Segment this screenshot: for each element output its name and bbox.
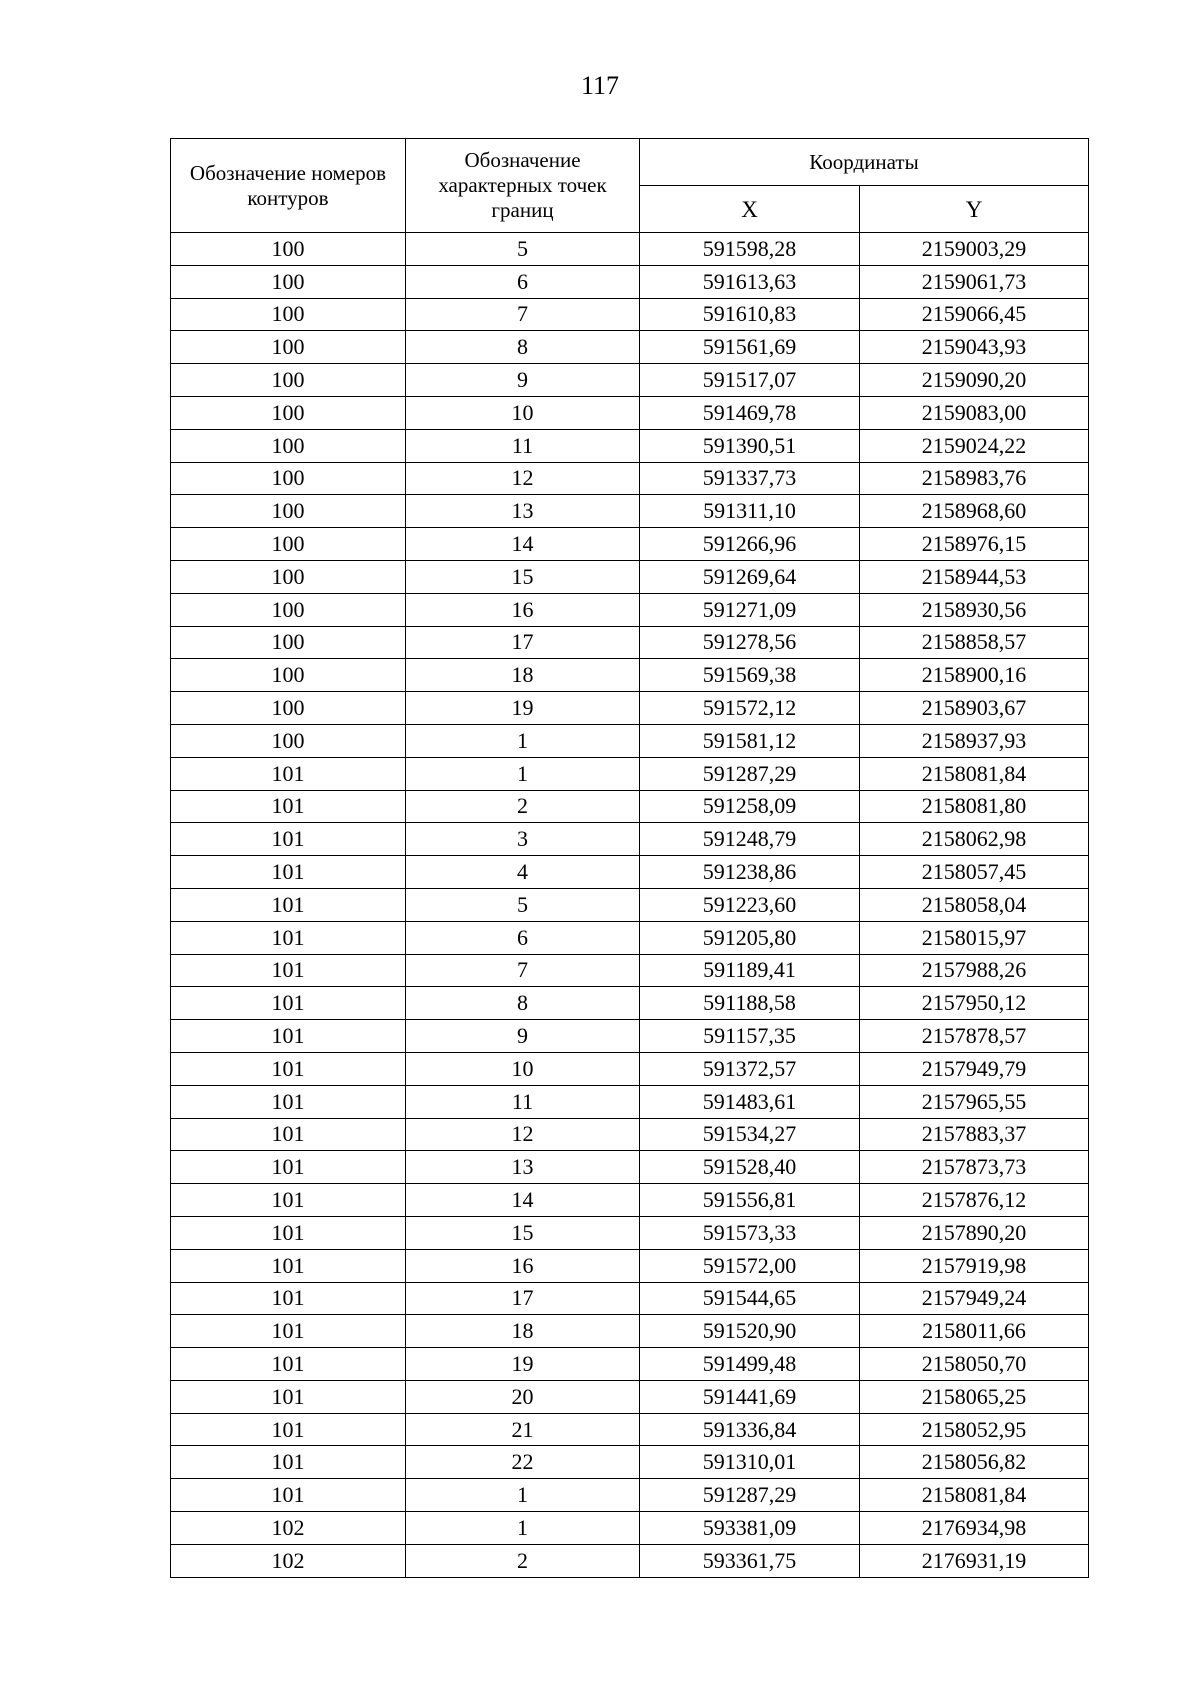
x-coordinate-cell: 591337,73 <box>640 462 860 495</box>
point-number-cell: 4 <box>406 856 640 889</box>
table-row <box>171 790 1089 823</box>
x-coordinate-cell: 591258,09 <box>640 790 860 823</box>
table-row <box>171 757 1089 790</box>
y-coordinate-cell: 2158081,84 <box>860 757 1089 790</box>
point-number-cell: 22 <box>406 1446 640 1479</box>
table-row <box>171 1479 1089 1512</box>
y-coordinate-cell: 2157919,98 <box>860 1249 1089 1282</box>
table-header <box>171 139 1089 233</box>
point-number-cell: 13 <box>406 1151 640 1184</box>
y-coordinate-cell: 2157950,12 <box>860 987 1089 1020</box>
y-coordinate-cell: 2157988,26 <box>860 954 1089 987</box>
table-row <box>171 1380 1089 1413</box>
table-row <box>171 233 1089 266</box>
x-coordinate-cell: 591278,56 <box>640 626 860 659</box>
table-row <box>171 1020 1089 1053</box>
contour-number-cell: 101 <box>171 1446 406 1479</box>
x-coordinate-cell: 591613,63 <box>640 265 860 298</box>
contour-number-cell: 100 <box>171 265 406 298</box>
contour-number-cell: 101 <box>171 1184 406 1217</box>
contour-number-cell: 100 <box>171 396 406 429</box>
point-number-cell: 13 <box>406 495 640 528</box>
x-coordinate-cell: 591561,69 <box>640 331 860 364</box>
point-number-cell: 14 <box>406 1184 640 1217</box>
y-coordinate-cell: 2176934,98 <box>860 1512 1089 1545</box>
point-number-cell: 5 <box>406 233 640 266</box>
y-coordinate-cell: 2159024,22 <box>860 429 1089 462</box>
table-row <box>171 1052 1089 1085</box>
point-number-cell: 10 <box>406 1052 640 1085</box>
point-number-cell: 17 <box>406 626 640 659</box>
y-coordinate-cell: 2159043,93 <box>860 331 1089 364</box>
y-coordinate-cell: 2158065,25 <box>860 1380 1089 1413</box>
point-designation-header: Обозначение характерных точек границ <box>406 139 640 233</box>
contour-number-cell: 100 <box>171 298 406 331</box>
point-number-cell: 11 <box>406 429 640 462</box>
point-number-cell: 8 <box>406 331 640 364</box>
contour-number-cell: 101 <box>171 1052 406 1085</box>
contour-number-cell: 100 <box>171 528 406 561</box>
point-number-cell: 15 <box>406 1216 640 1249</box>
y-coordinate-cell: 2158858,57 <box>860 626 1089 659</box>
table-row <box>171 462 1089 495</box>
x-coordinate-cell: 591483,61 <box>640 1085 860 1118</box>
point-number-cell: 2 <box>406 790 640 823</box>
table-row <box>171 1446 1089 1479</box>
point-number-cell: 7 <box>406 954 640 987</box>
y-header: Y <box>860 186 1089 233</box>
contour-number-cell: 101 <box>171 954 406 987</box>
contour-number-cell: 101 <box>171 1479 406 1512</box>
contour-number-cell: 100 <box>171 724 406 757</box>
y-coordinate-cell: 2157949,24 <box>860 1282 1089 1315</box>
point-number-cell: 7 <box>406 298 640 331</box>
contour-number-cell: 101 <box>171 823 406 856</box>
contour-number-cell: 100 <box>171 593 406 626</box>
x-coordinate-cell: 591157,35 <box>640 1020 860 1053</box>
contour-number-cell: 101 <box>171 1348 406 1381</box>
point-number-cell: 9 <box>406 364 640 397</box>
y-coordinate-cell: 2158930,56 <box>860 593 1089 626</box>
table-row <box>171 1151 1089 1184</box>
contour-number-cell: 101 <box>171 856 406 889</box>
table-row <box>171 1118 1089 1151</box>
x-coordinate-cell: 593381,09 <box>640 1512 860 1545</box>
table-row <box>171 364 1089 397</box>
table-row <box>171 692 1089 725</box>
contour-number-header: Обозначение номеров контуров <box>171 139 406 233</box>
y-coordinate-cell: 2157949,79 <box>860 1052 1089 1085</box>
x-coordinate-cell: 591517,07 <box>640 364 860 397</box>
x-coordinate-cell: 591310,01 <box>640 1446 860 1479</box>
x-coordinate-cell: 591469,78 <box>640 396 860 429</box>
point-number-cell: 21 <box>406 1413 640 1446</box>
y-coordinate-cell: 2158062,98 <box>860 823 1089 856</box>
point-number-cell: 19 <box>406 692 640 725</box>
point-number-cell: 1 <box>406 1479 640 1512</box>
table-row <box>171 331 1089 364</box>
y-coordinate-cell: 2158983,76 <box>860 462 1089 495</box>
x-coordinate-cell: 591189,41 <box>640 954 860 987</box>
table-row <box>171 560 1089 593</box>
coordinates-table <box>170 138 1089 1578</box>
y-coordinate-cell: 2176931,19 <box>860 1544 1089 1577</box>
contour-number-cell: 101 <box>171 987 406 1020</box>
point-number-cell: 20 <box>406 1380 640 1413</box>
table-row <box>171 1282 1089 1315</box>
y-coordinate-cell: 2158011,66 <box>860 1315 1089 1348</box>
table-row <box>171 593 1089 626</box>
y-coordinate-cell: 2158015,97 <box>860 921 1089 954</box>
table-row <box>171 495 1089 528</box>
point-number-cell: 16 <box>406 593 640 626</box>
table-row <box>171 626 1089 659</box>
contour-number-cell: 101 <box>171 1380 406 1413</box>
y-coordinate-cell: 2158052,95 <box>860 1413 1089 1446</box>
table-row <box>171 1544 1089 1577</box>
x-coordinate-cell: 591269,64 <box>640 560 860 593</box>
x-coordinate-cell: 591534,27 <box>640 1118 860 1151</box>
contour-number-cell: 101 <box>171 1315 406 1348</box>
y-coordinate-cell: 2158081,80 <box>860 790 1089 823</box>
x-coordinate-cell: 591544,65 <box>640 1282 860 1315</box>
contour-number-cell: 102 <box>171 1512 406 1545</box>
x-coordinate-cell: 591266,96 <box>640 528 860 561</box>
point-number-cell: 8 <box>406 987 640 1020</box>
x-coordinate-cell: 591499,48 <box>640 1348 860 1381</box>
x-coordinate-cell: 591581,12 <box>640 724 860 757</box>
contour-number-cell: 101 <box>171 1249 406 1282</box>
y-coordinate-cell: 2159090,20 <box>860 364 1089 397</box>
table-row <box>171 429 1089 462</box>
table-row <box>171 1315 1089 1348</box>
y-coordinate-cell: 2159003,29 <box>860 233 1089 266</box>
contour-number-cell: 101 <box>171 921 406 954</box>
contour-number-cell: 101 <box>171 1085 406 1118</box>
y-coordinate-cell: 2158081,84 <box>860 1479 1089 1512</box>
point-number-cell: 11 <box>406 1085 640 1118</box>
table-row <box>171 298 1089 331</box>
point-number-cell: 12 <box>406 1118 640 1151</box>
table-row <box>171 659 1089 692</box>
table-row <box>171 1216 1089 1249</box>
y-coordinate-cell: 2158976,15 <box>860 528 1089 561</box>
table-row <box>171 1413 1089 1446</box>
x-coordinate-cell: 591610,83 <box>640 298 860 331</box>
x-coordinate-cell: 591573,33 <box>640 1216 860 1249</box>
point-number-cell: 6 <box>406 265 640 298</box>
y-coordinate-cell: 2157883,37 <box>860 1118 1089 1151</box>
contour-number-cell: 100 <box>171 560 406 593</box>
table-row <box>171 921 1089 954</box>
table-row <box>171 265 1089 298</box>
y-coordinate-cell: 2158057,45 <box>860 856 1089 889</box>
table-row <box>171 1085 1089 1118</box>
table-row <box>171 1184 1089 1217</box>
contour-number-cell: 101 <box>171 888 406 921</box>
x-header: X <box>640 186 860 233</box>
y-coordinate-cell: 2158944,53 <box>860 560 1089 593</box>
y-coordinate-cell: 2158937,93 <box>860 724 1089 757</box>
contour-number-cell: 100 <box>171 495 406 528</box>
x-coordinate-cell: 591572,00 <box>640 1249 860 1282</box>
table-row <box>171 954 1089 987</box>
contour-number-cell: 101 <box>171 757 406 790</box>
x-coordinate-cell: 591598,28 <box>640 233 860 266</box>
x-coordinate-cell: 591238,86 <box>640 856 860 889</box>
contour-number-cell: 100 <box>171 626 406 659</box>
point-number-cell: 6 <box>406 921 640 954</box>
x-coordinate-cell: 591248,79 <box>640 823 860 856</box>
table-row <box>171 856 1089 889</box>
y-coordinate-cell: 2158903,67 <box>860 692 1089 725</box>
table-row <box>171 1348 1089 1381</box>
table-row <box>171 888 1089 921</box>
contour-number-cell: 100 <box>171 692 406 725</box>
x-coordinate-cell: 591336,84 <box>640 1413 860 1446</box>
point-number-cell: 18 <box>406 1315 640 1348</box>
x-coordinate-cell: 591205,80 <box>640 921 860 954</box>
contour-number-cell: 102 <box>171 1544 406 1577</box>
point-number-cell: 2 <box>406 1544 640 1577</box>
x-coordinate-cell: 591188,58 <box>640 987 860 1020</box>
x-coordinate-cell: 591556,81 <box>640 1184 860 1217</box>
point-number-cell: 1 <box>406 1512 640 1545</box>
point-number-cell: 16 <box>406 1249 640 1282</box>
contour-number-cell: 100 <box>171 462 406 495</box>
table-row <box>171 396 1089 429</box>
x-coordinate-cell: 591572,12 <box>640 692 860 725</box>
contour-number-cell: 100 <box>171 659 406 692</box>
contour-number-cell: 100 <box>171 364 406 397</box>
point-number-cell: 14 <box>406 528 640 561</box>
contour-number-cell: 100 <box>171 429 406 462</box>
point-number-cell: 9 <box>406 1020 640 1053</box>
point-number-cell: 18 <box>406 659 640 692</box>
page-number: 117 <box>580 71 620 100</box>
y-coordinate-cell: 2157876,12 <box>860 1184 1089 1217</box>
point-number-cell: 19 <box>406 1348 640 1381</box>
y-coordinate-cell: 2157878,57 <box>860 1020 1089 1053</box>
contour-number-cell: 101 <box>171 790 406 823</box>
contour-number-cell: 101 <box>171 1216 406 1249</box>
contour-number-cell: 101 <box>171 1020 406 1053</box>
x-coordinate-cell: 591569,38 <box>640 659 860 692</box>
y-coordinate-cell: 2157873,73 <box>860 1151 1089 1184</box>
point-number-cell: 1 <box>406 724 640 757</box>
table-row <box>171 987 1089 1020</box>
point-number-cell: 10 <box>406 396 640 429</box>
x-coordinate-cell: 591311,10 <box>640 495 860 528</box>
point-number-cell: 17 <box>406 1282 640 1315</box>
contour-number-cell: 101 <box>171 1118 406 1151</box>
y-coordinate-cell: 2157890,20 <box>860 1216 1089 1249</box>
table-row <box>171 528 1089 561</box>
x-coordinate-cell: 591520,90 <box>640 1315 860 1348</box>
y-coordinate-cell: 2158058,04 <box>860 888 1089 921</box>
table-row <box>171 823 1089 856</box>
y-coordinate-cell: 2159066,45 <box>860 298 1089 331</box>
contour-number-cell: 100 <box>171 331 406 364</box>
x-coordinate-cell: 591223,60 <box>640 888 860 921</box>
point-number-cell: 1 <box>406 757 640 790</box>
x-coordinate-cell: 591271,09 <box>640 593 860 626</box>
contour-number-cell: 100 <box>171 233 406 266</box>
x-coordinate-cell: 593361,75 <box>640 1544 860 1577</box>
point-number-cell: 12 <box>406 462 640 495</box>
x-coordinate-cell: 591441,69 <box>640 1380 860 1413</box>
x-coordinate-cell: 591390,51 <box>640 429 860 462</box>
x-coordinate-cell: 591287,29 <box>640 1479 860 1512</box>
x-coordinate-cell: 591528,40 <box>640 1151 860 1184</box>
point-number-cell: 15 <box>406 560 640 593</box>
point-number-cell: 5 <box>406 888 640 921</box>
y-coordinate-cell: 2158900,16 <box>860 659 1089 692</box>
table-row <box>171 724 1089 757</box>
y-coordinate-cell: 2159061,73 <box>860 265 1089 298</box>
y-coordinate-cell: 2158050,70 <box>860 1348 1089 1381</box>
y-coordinate-cell: 2159083,00 <box>860 396 1089 429</box>
y-coordinate-cell: 2158968,60 <box>860 495 1089 528</box>
contour-number-cell: 101 <box>171 1282 406 1315</box>
coordinates-header: Координаты <box>640 139 1089 186</box>
y-coordinate-cell: 2158056,82 <box>860 1446 1089 1479</box>
table-row <box>171 1249 1089 1282</box>
table-row <box>171 1512 1089 1545</box>
table-body <box>171 233 1089 1578</box>
x-coordinate-cell: 591287,29 <box>640 757 860 790</box>
x-coordinate-cell: 591372,57 <box>640 1052 860 1085</box>
y-coordinate-cell: 2157965,55 <box>860 1085 1089 1118</box>
contour-number-cell: 101 <box>171 1413 406 1446</box>
point-number-cell: 3 <box>406 823 640 856</box>
contour-number-cell: 101 <box>171 1151 406 1184</box>
